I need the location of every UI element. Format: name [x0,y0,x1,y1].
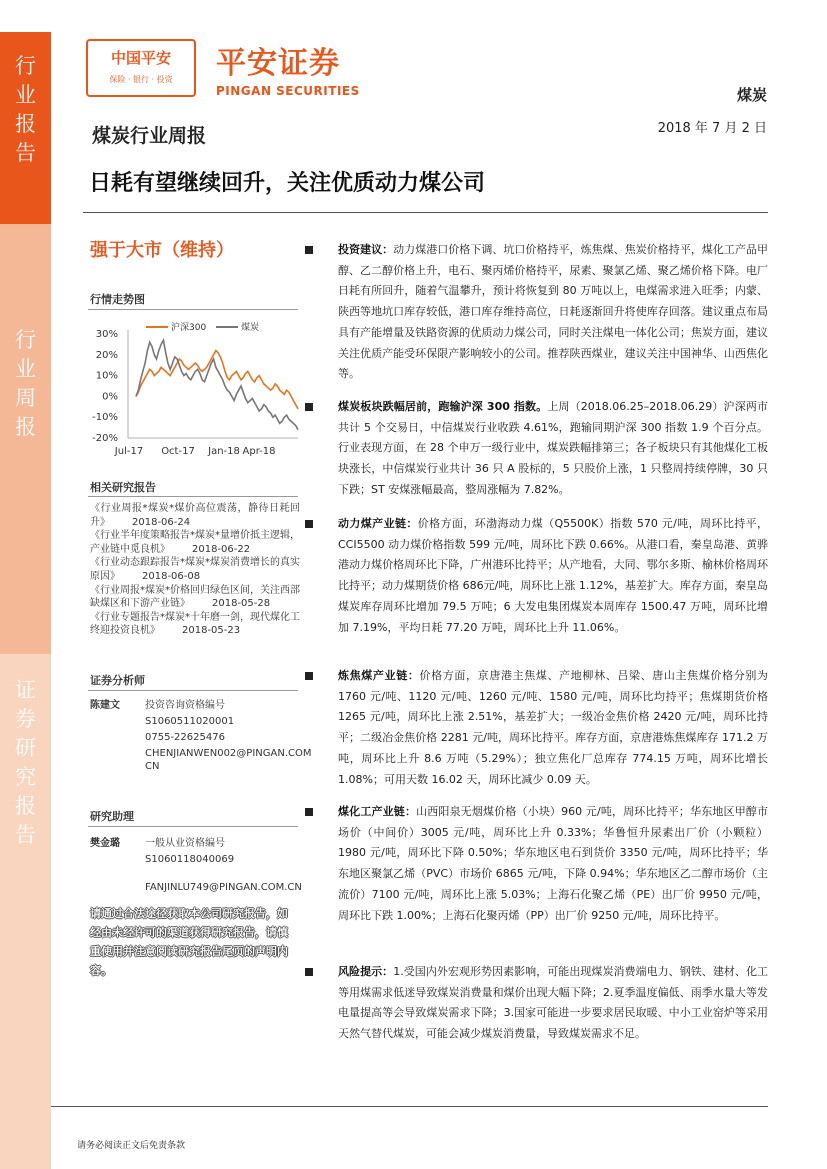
y-tick-label: 30% [95,329,118,340]
paragraph-bullet [305,403,313,411]
related-reports-heading: 相关研究报告 [90,481,156,494]
paragraph-lead: 煤化工产业链： [338,805,417,818]
report-date: 2018 年 7 月 2 日 [657,121,767,136]
paragraph-bullet [305,520,313,528]
analyst-heading-rule [88,690,298,691]
related-report-date: 2018-05-23 [182,625,241,637]
paragraph-text: 价格方面，京唐港主焦煤、产地柳林、吕梁、唐山主焦煤价格分别为 1760 元/吨、1120 元/吨、1260 元/吨、1580 元/吨，周环比均持平；焦煤期货价格 1265 元/吨，周环比上涨 2.51%，基差扩大；一级冶金焦价格 2420 元/吨，周环比持平；二级冶金焦价格 2281 元/吨，周环比持平。库存方面，京唐港炼焦煤库存 171.2 万吨，周环比上升 8.6 万吨（5.29%）；独立焦化厂总库存 774.15 万吨，周环比增长 1.08%；可用天数 16.02 天，周环比减少 0.09 天。 [338,669,769,786]
summary-paragraph [338,514,768,638]
paragraph-bullet [305,808,313,816]
related-report-date: 2018-05-28 [212,598,271,610]
paragraph-bullet [305,968,313,976]
assistant-cert: 一般从业资格编号 [145,838,225,849]
series-line-hs300 [136,351,298,409]
footer-note: 请务必阅读正文后免责条款 [77,1141,186,1151]
x-tick-label: Apr-18 [242,446,276,457]
y-tick-label: 0% [102,391,118,403]
analyst-info [145,698,311,775]
assistant-name: 樊金璐 [90,838,120,849]
x-tick-label: Jul-17 [114,446,144,457]
paragraph-lead: 炼焦煤产业链： [338,669,420,682]
legend-label: 煤炭 [241,323,260,333]
trend-heading-rule [88,309,298,310]
series-line-coal [136,340,298,430]
analyst-phone: 0755-22625476 [145,732,225,743]
summary-paragraph [338,666,768,790]
paragraph-bullet [305,246,313,254]
related-report-item [90,584,300,611]
sidebar-label-weekly: 行 业 周 报 [15,328,36,439]
assistant-heading-rule [88,826,298,827]
related-report-date: 2018-06-24 [132,516,191,528]
paragraph-text: 1.受国内外宏观形势因素影响，可能出现煤炭消费端电力、钢铁、建材、化工等用煤需求低迷导致煤炭消费量和煤价出现大幅下降；2.夏季温度偏低、雨季水量大等发电量提高等会导致煤炭需求下降；3.国家可能进一步要求居民取暖、中小工业窑炉等采用天然气替代煤炭，可能会减少煤炭消费量，导致煤炭需求不足。 [338,965,768,1041]
related-report-title: 《行业周报*煤炭*煤价高位震荡，静待日耗回升》 [90,503,300,528]
pingan-securities-logo [216,38,360,98]
related-report-date: 2018-06-08 [142,570,201,582]
ping-an-logo [86,39,196,97]
analyst-email: CHENJIANWEN002@PINGAN.COM [145,748,312,759]
related-report-title: 《行业动态跟踪报告*煤炭*煤炭消费增长的真实原因》 [90,557,300,582]
paragraph-lead: 投资建议： [338,243,394,256]
industry-label: 煤炭 [736,86,767,104]
ping-an-logo-sub: 保险 · 银行 · 投资 [109,75,173,84]
sidebar-label-report: 行 业 报 告 [15,54,36,165]
related-report-title: 《行业专题报告*煤炭*十年磨一剑，现代煤化工终迎投资良机》 [90,611,300,637]
assistant-email: FANJINLU749@PINGAN.COM.CN [145,882,302,893]
related-report-title: 《行业半年度策略报告*煤炭*量增价抵主逻辑，产业链中觅良机》 [90,530,300,555]
related-reports-list [90,502,300,638]
y-tick-label: -10% [92,412,118,424]
x-tick-label: Oct-17 [161,446,195,457]
assistant-info [145,836,302,896]
related-report-item [90,611,300,638]
report-subtitle: 煤炭行业周报 [92,125,207,147]
x-tick-label: Jan-18 [208,446,240,457]
market-trend-chart [88,312,300,462]
related-report-date: 2018-06-22 [192,543,251,555]
paragraph-text: 上周（2018.06.25–2018.06.29）沪深两市共计 5 个交易日，中信煤炭行业收跌 4.61%，跑输同期沪深 300 指数 1.9 个百分点。行业表现方面，在 28 个申万一级行业中，煤炭跌幅排第三；各子板块只有其他煤化工板块涨长，中信煤炭行业共计 36 只 A 股标的，5 只股价上涨，1 只整周持续停牌，30 只下跌；ST 安煤涨幅最高，整周涨幅为 7.82%。 [338,400,768,496]
related-heading-rule [88,496,298,497]
summary-paragraph [338,397,768,501]
paragraph-text: 山西阳泉无烟煤价格（小块）960 元/吨，周环比持平；华东地区甲醇市场价（中间价）3005 元/吨，周环比上升 0.33%；华鲁恒升尿素出厂价（小颗粒）1980 元/吨，周环比下降 0.50%；华东地区电石到货价 3350 元/吨，周环比持平；华东地区聚氯乙烯（PVC）市场价 6865 元/吨，下降 0.94%；华东地区乙二醇市场价（主流价）7100 元/吨，周环比上涨 5.03%；上海石化聚乙烯（PE）出厂价 9950 元/吨，周环比下跌 1.00%；上海石化聚丙烯（PP）出厂价 9250 元/吨，周环比持平。 [338,805,769,922]
summary-paragraph [338,240,768,385]
related-report-item [90,529,300,556]
summary-paragraph [338,802,768,926]
paragraph-text: 动力煤港口价格下调、坑口价格持平，炼焦煤、焦炭价格持平，煤化工产品甲醇、乙二醇价格上升，电石、聚丙烯价格持平，尿素、聚氯乙烯、聚乙烯价格下降。电厂日耗有所回升，随着气温攀升，预计将恢复到 80 万吨以上，电煤需求进入旺季；内蒙、陕西等地坑口库存较低，港口库存维持高位，日耗逐渐回升将使库存回落。建议重点布局具有产能增量及铁路资源的优质动力煤公司，同时关注煤电一体化公司；焦炭方面，建议关注优质产能受环保限产影响较小的公司。推荐陕西煤业，建议关注中国神华、山西焦化等。 [338,243,769,381]
related-report-item [90,556,300,583]
footer-divider [51,1106,768,1107]
title-divider [83,212,768,213]
securities-logo-en: PINGAN SECURITIES [216,84,360,98]
analyst-name: 陈建文 [90,700,120,711]
analyst-heading: 证券分析师 [90,674,145,687]
y-tick-label: 20% [95,349,118,361]
related-report-item [90,502,300,529]
rating: 强于大市（维持） [90,240,234,261]
paragraph-lead: 煤炭板块跌幅居前，跑输沪深 300 指数。 [338,400,548,413]
paragraph-lead: 风险提示： [338,965,394,978]
analyst-cert: 投资咨询资格编号 [145,700,225,711]
y-tick-label: -20% [92,433,118,444]
assistant-cert-no: S1060118040069 [145,854,235,865]
summary-paragraph [338,962,768,1045]
paragraph-lead: 动力煤产业链： [338,517,418,530]
related-report-title: 《行业周报*煤炭*价格回归绿色区间，关注西部缺煤区和下游产业链》 [90,584,300,610]
analyst-cert-no: S1060511020001 [145,716,235,727]
legend-label: 沪深300 [171,323,207,333]
paragraph-bullet [305,672,313,680]
trend-heading: 行情走势图 [90,293,145,306]
assistant-heading: 研究助理 [90,810,134,823]
report-title: 日耗有望继续回升，关注优质动力煤公司 [89,171,486,196]
y-tick-label: 10% [95,370,118,382]
securities-logo-cn: 平安证券 [216,46,340,81]
disclaimer: 请通过合法途径获取本公司研究报告，如经由未经许可的渠道获得研究报告，请慎重使用并注意阅读研究报告尾页的声明内容。 [90,907,288,977]
analyst-email-cont: CN [145,761,160,772]
paragraph-text: 价格方面，环渤海动力煤（Q5500K）指数 570 元/吨，周环比持平，CCI5500 动力煤价格指数 599 元/吨，周环比下跌 0.66%。从港口看，秦皇岛港、黄骅港动力煤价格周环比下降，广州港环比持平；从产地看，大同、鄂尔多斯、榆林价格周环比持平；动力煤期货价格 686元/吨，周环比上涨 1.12%，基差扩大。库存方面，秦皇岛煤炭库存周环比增加 79.5 万吨；6 大发电集团煤炭本周库存 1500.47 万吨，周环比增加 7.19%，平均日耗 77.20 万吨，周环比上升 11.06%。 [338,517,769,634]
ping-an-logo-text: 中国平安 [110,49,171,67]
sidebar-label-research: 证 券 研 究 报 告 [15,678,36,847]
